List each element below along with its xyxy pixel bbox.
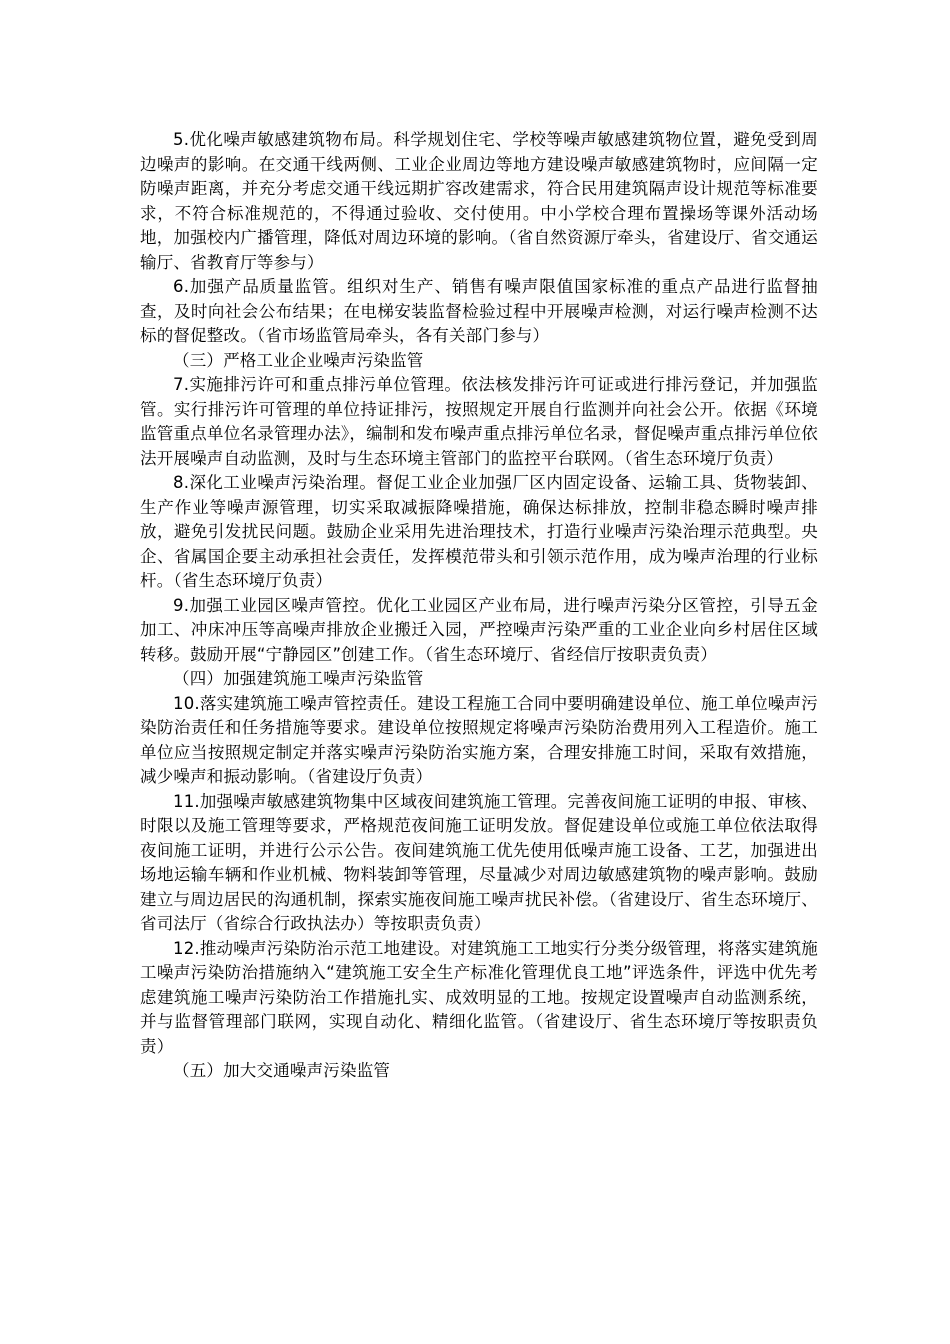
- paragraph-item-11: 11.加强噪声敏感建筑物集中区域夜间建筑施工管理。完善夜间施工证明的申报、审核、时限以及施工管理等要求，严格规范夜间施工证明发放。督促建设单位或施工单位依法取得夜间施工证明，并进行公示公告。夜间建筑施工优先使用低噪声施工设备、工艺，加强进出场地运输车辆和作业机械、物料装卸等管理，尽量减少对周边敏感建筑物的噪声影响。鼓励建立与周边居民的沟通机制，探索实施夜间施工噪声扰民补偿。（省建设厅、省生态环境厅、省司法厅（省综合行政执法办）等按职责负责）: [140, 791, 818, 933]
- paragraph-item-6: 6.加强产品质量监管。组织对生产、销售有噪声限值国家标准的重点产品进行监督抽查，及时向社会公布结果；在电梯安装监督检验过程中开展噪声检测，对运行噪声检测不达标的督促整改。（省市场监管局牵头，各有关部门参与）: [140, 277, 818, 345]
- paragraph-item-9: 9.加强工业园区噪声管控。优化工业园区产业布局，进行噪声污染分区管控，引导五金加工、冲床冲压等高噪声排放企业搬迁入园，严控噪声污染严重的工业企业向乡村居住区域转移。鼓励开展“宁静园区”创建工作。（省生态环境厅、省经信厅按职责负责）: [140, 595, 818, 664]
- section-heading-3: （三）严格工业企业噪声污染监管: [173, 350, 424, 370]
- paragraph-item-7: 7.实施排污许可和重点排污单位管理。依法核发排污许可证或进行排污登记，并加强监管。实行排污许可管理的单位持证排污，按照规定开展自行监测并向社会公开。依据《环境监管重点单位名录管理办法》，编制和发布噪声重点排污单位名录，督促噪声重点排污单位依法开展噪声自动监测，及时与生态环境主管部门的监控平台联网。（省生态环境厅负责）: [140, 375, 818, 468]
- paragraph-item-12: 12.推动噪声污染防治示范工地建设。对建筑施工工地实行分类分级管理，将落实建筑施工噪声污染防治措施纳入“建筑施工安全生产标准化管理优良工地”评选条件，评选中优先考虑建筑施工噪声污染防治工作措施扎实、成效明显的工地。按规定设置噪声自动监测系统，并与监督管理部门联网，实现自动化、精细化监管。（省建设厅、省生态环境厅等按职责负责）: [140, 938, 818, 1056]
- paragraph-item-5: 5.优化噪声敏感建筑物布局。科学规划住宅、学校等噪声敏感建筑物位置，避免受到周边噪声的影响。在交通干线两侧、工业企业周边等地方建设噪声敏感建筑物时，应间隔一定防噪声距离，并充分考虑交通干线远期扩容改建需求，符合民用建筑隔声设计规范等标准要求，不符合标准规范的，不得通过验收、交付使用。中小学校合理布置操场等课外活动场地，加强校内广播管理，降低对周边环境的影响。（省自然资源厅牵头，省建设厅、省交通运输厅、省教育厅等参与）: [140, 130, 818, 272]
- section-heading-5: （五）加大交通噪声污染监管: [173, 1061, 391, 1080]
- paragraph-item-10: 10.落实建筑施工噪声管控责任。建设工程施工合同中要明确建设单位、施工单位噪声污染防治责任和任务措施等要求。建设单位按照规定将噪声污染防治费用列入工程造价。施工单位应当按照规定制定并落实噪声污染防治实施方案，合理安排施工时间，采取有效措施，减少噪声和振动影响。（省建设厅负责）: [140, 693, 818, 786]
- document-body: [140, 128, 818, 1084]
- section-heading-4: （四）加强建筑施工噪声污染监管: [173, 669, 424, 688]
- paragraph-item-8: 8.深化工业噪声污染治理。督促工业企业加强厂区内固定设备、运输工具、货物装卸、生产作业等噪声源管理，切实采取减振降噪措施，确保达标排放，控制非稳态瞬时噪声排放，避免引发扰民问题。鼓励企业采用先进治理技术，打造行业噪声污染治理示范典型。央企、省属国企要主动承担社会责任，发挥模范带头和引领示范作用，成为噪声治理的行业标杆。（省生态环境厅负责）: [140, 473, 818, 590]
